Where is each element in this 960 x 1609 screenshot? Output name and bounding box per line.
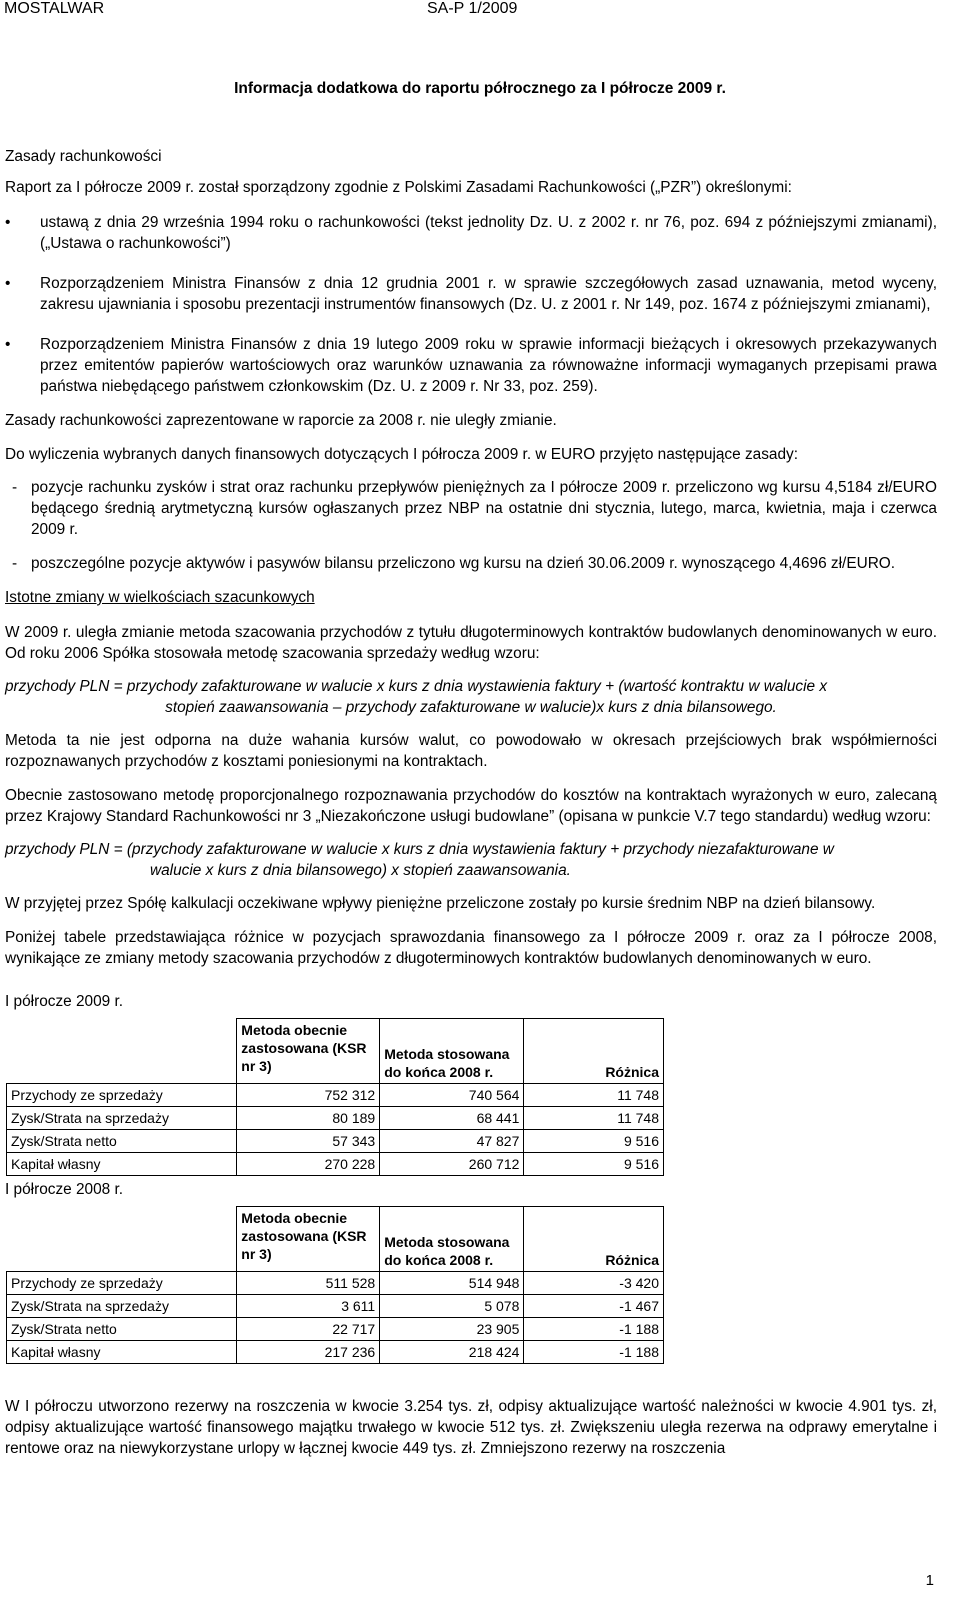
comparison-table-2008 — [6, 1206, 664, 1364]
document-title: Informacja dodatkowa do raportu półrocznego za I półrocze 2009 r. — [234, 80, 726, 97]
estimates-paragraph-2: Metoda ta nie jest odporna na duże wahania kursów walut, co powodowało w okresach przejściowych brak współmierności rozpoznawanych przychodów z kosztami poniesionymi na kontraktach. — [5, 732, 937, 770]
table-caption-2009: I półrocze 2009 r. — [5, 993, 124, 1010]
table-header-cell: Metoda stosowana do końca 2008 r. — [380, 1019, 524, 1084]
table-cell: Zysk/Strata netto — [7, 1318, 237, 1341]
euro-rules-list — [5, 477, 937, 574]
page-header — [0, 0, 960, 22]
table-row — [7, 1084, 664, 1107]
list-item — [5, 334, 937, 397]
formula-line: stopień zaawansowania – przychody zafakturowane w walucie)x kurs z dnia bilansowego. — [165, 699, 777, 716]
list-item — [5, 273, 937, 315]
list-item-text: ustawą z dnia 29 września 1994 roku o rachunkowości (tekst jednolity Dz. U. z 2002 r. nr 76, poz. 694 z późniejszymi zmianami), („Ustawa o rachunkowości”) — [40, 214, 937, 252]
table-cell: 68 441 — [380, 1107, 524, 1130]
table-cell: -1 188 — [524, 1318, 664, 1341]
table-cell: 270 228 — [237, 1153, 380, 1176]
table-cell: 217 236 — [237, 1341, 380, 1364]
dash-marker: - — [12, 479, 18, 496]
table-cell: 511 528 — [237, 1272, 380, 1295]
comparison-table-2009 — [6, 1018, 664, 1176]
dash-marker: - — [12, 555, 18, 572]
table-cell: -1 188 — [524, 1341, 664, 1364]
table-header-cell: Metoda obecnie zastosowana (KSR nr 3) — [237, 1019, 380, 1084]
bullet-icon: • — [5, 214, 11, 231]
table-cell: 9 516 — [524, 1153, 664, 1176]
document-body — [5, 146, 937, 1459]
table-cell: 514 948 — [380, 1272, 524, 1295]
table-row — [7, 1295, 664, 1318]
list-item-text: Rozporządzeniem Ministra Finansów z dnia 19 lutego 2009 roku w sprawie informacji bieżących i okresowych przekazywanych przez emitentów papierów wartościowych oraz warunków uznawania za równoważne informacji wymaganych przepisami prawa państwa niebędącego państwem członkowskim (Dz. U. z 2009 r. Nr 33, poz. 259). — [40, 336, 937, 395]
list-item — [5, 553, 937, 574]
table-row — [7, 1272, 664, 1295]
formula-line: przychody PLN = przychody zafakturowane w walucie x kurs z dnia wystawienia faktury + (wartość kontraktu w walucie x — [5, 678, 828, 695]
table-cell: 11 748 — [524, 1107, 664, 1130]
table-header-cell — [7, 1207, 237, 1272]
formula-new-method — [5, 839, 937, 881]
header-company: MOSTALWAR — [4, 0, 105, 17]
header-report-id: SA-P 1/2009 — [427, 0, 518, 17]
bullet-icon: • — [5, 336, 11, 353]
table-header-cell: Metoda stosowana do końca 2008 r. — [380, 1207, 524, 1272]
table-caption-2008: I półrocze 2008 r. — [5, 1181, 124, 1198]
section-title-accounting: Zasady rachunkowości — [5, 148, 162, 165]
table-cell: 22 717 — [237, 1318, 380, 1341]
table-header-cell: Różnica — [524, 1207, 664, 1272]
table-cell: 80 189 — [237, 1107, 380, 1130]
table-row — [7, 1153, 664, 1176]
table-header-row — [7, 1207, 664, 1272]
list-item-text: Rozporządzeniem Ministra Finansów z dnia 12 grudnia 2001 r. w sprawie szczegółowych zasad uznawania, metod wyceny, zakresu ujawniania i sposobu prezentacji instrumentów finansowych (Dz. U. z 2001 r. Nr 149, poz. 1674 z późniejszymi zmianami), — [40, 275, 937, 313]
table-cell: -1 467 — [524, 1295, 664, 1318]
table-cell: Kapitał własny — [7, 1153, 237, 1176]
euro-intro-paragraph: Do wyliczenia wybranych danych finansowych dotyczących I półrocza 2009 r. w EURO przyjęto następujące zasady: — [5, 446, 799, 463]
table-cell: 740 564 — [380, 1084, 524, 1107]
table-row — [7, 1107, 664, 1130]
table-row — [7, 1318, 664, 1341]
table-cell: 11 748 — [524, 1084, 664, 1107]
list-item-text: poszczególne pozycje aktywów i pasywów bilansu przeliczono wg kursu na dzień 30.06.2009 r. wynoszącego 4,4696 zł/EURO. — [31, 555, 896, 572]
estimates-paragraph-3: Obecnie zastosowano metodę proporcjonalnego rozpoznawania przychodów do kosztów na kontraktach wyrażonych w euro, zalecaną przez Krajowy Standard Rachunkowości nr 3 „Niezakończone usługi budowlane” (opisana w punkcie V.7 tego standardu) według wzoru: — [5, 787, 937, 825]
formula-old-method — [5, 676, 937, 718]
table-cell: Zysk/Strata na sprzedaży — [7, 1107, 237, 1130]
list-item — [5, 477, 937, 540]
table-cell: 47 827 — [380, 1130, 524, 1153]
table-cell: 57 343 — [237, 1130, 380, 1153]
section-title-estimates: Istotne zmiany w wielkościach szacunkowych — [5, 589, 315, 606]
estimates-paragraph-4: W przyjętej przez Spółę kalkulacji oczekiwane wpływy pieniężne przeliczone zostały po kursie średnim NBP na dzień bilansowy. — [5, 895, 876, 912]
table-cell: Zysk/Strata na sprzedaży — [7, 1295, 237, 1318]
page-number: 1 — [925, 1572, 934, 1589]
table-header-cell: Różnica — [524, 1019, 664, 1084]
table-row — [7, 1130, 664, 1153]
table-cell: Przychody ze sprzedaży — [7, 1084, 237, 1107]
bullet-icon: • — [5, 275, 11, 292]
table-cell: Zysk/Strata netto — [7, 1130, 237, 1153]
table-header-row — [7, 1019, 664, 1084]
table-cell: 23 905 — [380, 1318, 524, 1341]
table-header-cell: Metoda obecnie zastosowana (KSR nr 3) — [237, 1207, 380, 1272]
list-item — [5, 212, 937, 254]
table-cell: Przychody ze sprzedaży — [7, 1272, 237, 1295]
estimates-paragraph-1: W 2009 r. uległa zmianie metoda szacowania przychodów z tytułu długoterminowych kontraktów budowlanych denominowanych w euro. Od roku 2006 Spółka stosowała metodę szacowania sprzedaży według wzoru: — [5, 624, 937, 662]
formula-line: walucie x kurs z dnia bilansowego) x stopień zaawansowania. — [150, 862, 571, 879]
no-change-paragraph: Zasady rachunkowości zaprezentowane w raporcie za 2008 r. nie uległy zmianie. — [5, 412, 557, 429]
table-header-cell — [7, 1019, 237, 1084]
table-cell: Kapitał własny — [7, 1341, 237, 1364]
list-item-text: pozycje rachunku zysków i strat oraz rachunku przepływów pieniężnych za I półrocze 2009 r. przeliczono wg kursu 4,5184 zł/EURO będącego średnią arytmetyczną kursów ogłaszanych przez NBP na ostatnie dni stycznia, lutego, marca, kwietnia, maja i czerwca 2009 r. — [31, 479, 937, 538]
table-cell: 9 516 — [524, 1130, 664, 1153]
table-cell: -3 420 — [524, 1272, 664, 1295]
reserves-paragraph: W I półroczu utworzono rezerwy na roszczenia w kwocie 3.254 tys. zł, odpisy aktualizujące wartość należności w kwocie 4.901 tys. zł, odpisy aktualizujące wartość finansowego majątku trwałego w kwocie 512 tys. zł. Zwiększeniu uległa rezerwa na odprawy emerytalne i rentowe oraz na niewykorzystane urlopy w łącznej kwocie 449 tys. zł. Zmniejszono rezerwy na roszczenia — [5, 1398, 937, 1457]
table-cell: 3 611 — [237, 1295, 380, 1318]
estimates-paragraph-5: Poniżej tabele przedstawiająca różnice w pozycjach sprawozdania finansowego za I półrocze 2009 r. oraz za I półrocze 2008, wynikające ze zmiany metody szacowania przychodów z długoterminowych kontraktów budowlanych denominowanych w euro. — [5, 929, 937, 967]
table-cell: 752 312 — [237, 1084, 380, 1107]
table-cell: 5 078 — [380, 1295, 524, 1318]
table-row — [7, 1341, 664, 1364]
table-cell: 218 424 — [380, 1341, 524, 1364]
formula-line: przychody PLN = (przychody zafakturowane w walucie x kurs z dnia wystawienia faktury + przychody niezafakturowane w — [5, 841, 834, 858]
regulations-list — [5, 212, 937, 397]
table-cell: 260 712 — [380, 1153, 524, 1176]
intro-paragraph: Raport za I półrocze 2009 r. został sporządzony zgodnie z Polskimi Zasadami Rachunkowości („PZR”) określonymi: — [5, 179, 792, 196]
